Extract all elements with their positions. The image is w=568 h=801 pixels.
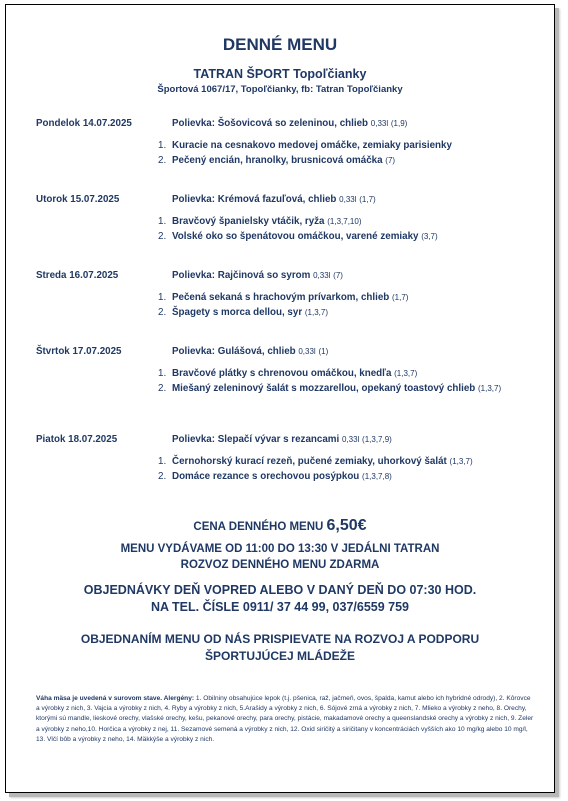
allergen-footnote (36, 694, 536, 745)
meal-allergens: (1,3,7) (304, 308, 328, 317)
soup-line (172, 434, 392, 445)
day-block-tuesday (36, 194, 546, 246)
soup-line (172, 118, 407, 129)
meal-number: 1. (158, 368, 167, 379)
day-block-monday (36, 118, 546, 170)
meal-item (158, 292, 546, 304)
meal-number: 1. (158, 216, 167, 227)
price-label: CENA DENNÉHO MENU (193, 521, 324, 533)
meal-number: 2. (158, 471, 167, 482)
delivery-info: ROZVOZ DENNÉHO MENU ZDARMA (180, 559, 380, 571)
meal-allergens: (1,3,7) (449, 457, 473, 466)
day-name: Pondelok 14.07.2025 (36, 118, 132, 129)
meal-name: Pečená sekaná s hrachovým prívarkom, chlieb (172, 292, 390, 303)
meal-number: 1. (158, 140, 167, 151)
soup-allergens: (1) (318, 347, 329, 356)
meal-item (158, 368, 546, 380)
restaurant-address: Športová 1067/17, Topoľčianky, fb: Tatran Topoľčianky (157, 84, 403, 95)
order-deadline: OBJEDNÁVKY DEŇ VOPRED ALEBO V DANÝ DEŇ DO 07:30 HOD. (83, 583, 477, 597)
meal-name: Bravčový španielsky vtáčik, ryža (172, 216, 325, 227)
meal-item (158, 307, 546, 319)
soup-name: Krémová fazuľová, chlieb (217, 194, 337, 205)
soup-name: Gulášová, chlieb (217, 346, 296, 357)
meal-item (158, 383, 546, 395)
day-name: Piatok 18.07.2025 (36, 434, 118, 445)
meal-number: 2. (158, 383, 167, 394)
meal-number: 2. (158, 231, 167, 242)
day-name: Streda 16.07.2025 (36, 270, 119, 281)
soup-volume: 0,33l (313, 271, 331, 280)
meal-name: Miešaný zeleninový šalát s mozzarellou, opekaný toastový chlieb (172, 383, 476, 394)
price-line (6, 517, 554, 535)
footnote-text: 1. Obilniny obsahujúce lepok (t.j. pšenica, raž, jačmeň, ovos, špalda, kamut alebo ich hybridné odrody), 2. Kôrovce a výrobky z nich, 3. Vajcia a výrobky z nich, 4. Ryby a výrobky z nich, 5.Arašidy a výrobky z nich, 6. Sójové zrná a výrobky z nich, 7. Mlieko a výrobky z neho, 8. Orechy, ktorými sú mandle, lieskové orechy, vlašské orechy, kešu, pekanové orechy, para orechy, pistácie, makadamové orechy a queenslandské orechy a výrobky z nich, 9. Zeler a výrobky z neho,10. Horčica a výrobky z nej, 11. Sezamové semená a výrobky z nich, 12. Oxid siričitý a siričitany v koncentráciách vyšších ako 10 mg/kg alebo 10 mg/l, 13. Vlčí bôb a výrobky z neho, 14. Mäkkýše a výrobky z nich. (36, 695, 534, 743)
soup-allergens: (1,3,7,9) (362, 435, 392, 444)
soup-label: Polievka: (172, 270, 216, 281)
support-note (6, 631, 554, 665)
meal-name: Černohorský kurací rezeň, pučené zemiaky, uhorkový šalát (172, 456, 447, 467)
day-block-wednesday (36, 270, 546, 322)
day-block-friday (36, 434, 546, 486)
page-title: DENNÉ MENU (222, 35, 338, 54)
soup-label: Polievka: (172, 194, 216, 205)
serving-hours: MENU VYDÁVAME OD 11:00 DO 13:30 V JEDÁLNI TATRAN (120, 543, 440, 555)
soup-label: Polievka: (172, 346, 216, 357)
meal-name: Volské oko so špenátovou omáčkou, varené zemiaky (172, 231, 419, 242)
order-info (6, 582, 554, 616)
meal-item (158, 456, 546, 468)
soup-name: Rajčinová so syrom (217, 270, 311, 281)
soup-allergens: (1,9) (390, 119, 408, 128)
meal-name: Špagety s morca dellou, syr (172, 307, 303, 318)
soup-allergens: (1,7) (359, 195, 376, 204)
meal-number: 1. (158, 292, 167, 303)
menu-page (5, 4, 555, 793)
meal-name: Bravčové plátky s chrenovou omáčkou, knedľa (172, 368, 392, 379)
meal-name: Kuracie na cesnakovo medovej omáčke, zemiaky parisienky (172, 140, 452, 151)
meal-name: Domáce rezance s orechovou posýpkou (172, 471, 360, 482)
soup-volume: 0,33l (298, 347, 316, 356)
soup-allergens: (7) (333, 271, 343, 280)
meal-item (158, 140, 546, 152)
meal-allergens: (1,3,7,8) (362, 472, 392, 481)
meal-allergens: (1,7) (392, 293, 409, 302)
meal-allergens: (1,3,7,10) (327, 217, 362, 226)
soup-volume: 0,33l (341, 435, 360, 444)
meal-list (36, 292, 546, 319)
meal-item (158, 471, 546, 483)
order-phone: NA TEL. ČÍSLE 0911/ 37 44 99, 037/6559 759 (150, 600, 410, 614)
meal-allergens: (1,3,7) (394, 369, 418, 378)
day-name: Utorok 15.07.2025 (36, 194, 120, 205)
meal-list (36, 140, 546, 167)
meal-allergens: (7) (385, 156, 396, 165)
meal-name: Pečený encián, hranolky, brusnicová omáčka (172, 155, 383, 166)
meal-number: 1. (158, 456, 167, 467)
meal-allergens: (3,7) (421, 232, 438, 241)
meal-item (158, 155, 546, 167)
meal-list (36, 368, 546, 395)
meal-item (158, 231, 546, 243)
price-value: 6,50€ (326, 517, 367, 534)
soup-line (172, 194, 376, 205)
day-block-thursday (36, 346, 546, 398)
serving-info (6, 541, 554, 573)
meal-item (158, 216, 546, 228)
meal-list (36, 456, 546, 483)
restaurant-name: TATRAN ŠPORT Topoľčianky (193, 67, 367, 81)
soup-volume: 0,33l (339, 195, 357, 204)
meal-allergens: (1,3,7) (478, 384, 502, 393)
soup-volume: 0,33l (370, 119, 389, 128)
soup-label: Polievka: (172, 434, 216, 445)
footnote-heading: Váha mäsa je uvedená v surovom stave. Alergény: (36, 695, 195, 702)
soup-line (172, 270, 343, 281)
soup-line (172, 346, 328, 357)
meal-list (36, 216, 546, 243)
soup-name: Slepačí vývar s rezancami (217, 434, 340, 445)
meal-number: 2. (158, 307, 167, 318)
soup-label: Polievka: (172, 118, 216, 129)
meal-number: 2. (158, 155, 167, 166)
day-name: Štvrtok 17.07.2025 (36, 346, 122, 357)
support-line-1: OBJEDNANÍM MENU OD NÁS PRISPIEVATE NA ROZVOJ A PODPORU (80, 632, 480, 646)
support-line-2: ŠPORTUJÚCEJ MLÁDEŽE (204, 649, 356, 663)
soup-name: Šošovicová so zeleninou, chlieb (217, 118, 369, 129)
